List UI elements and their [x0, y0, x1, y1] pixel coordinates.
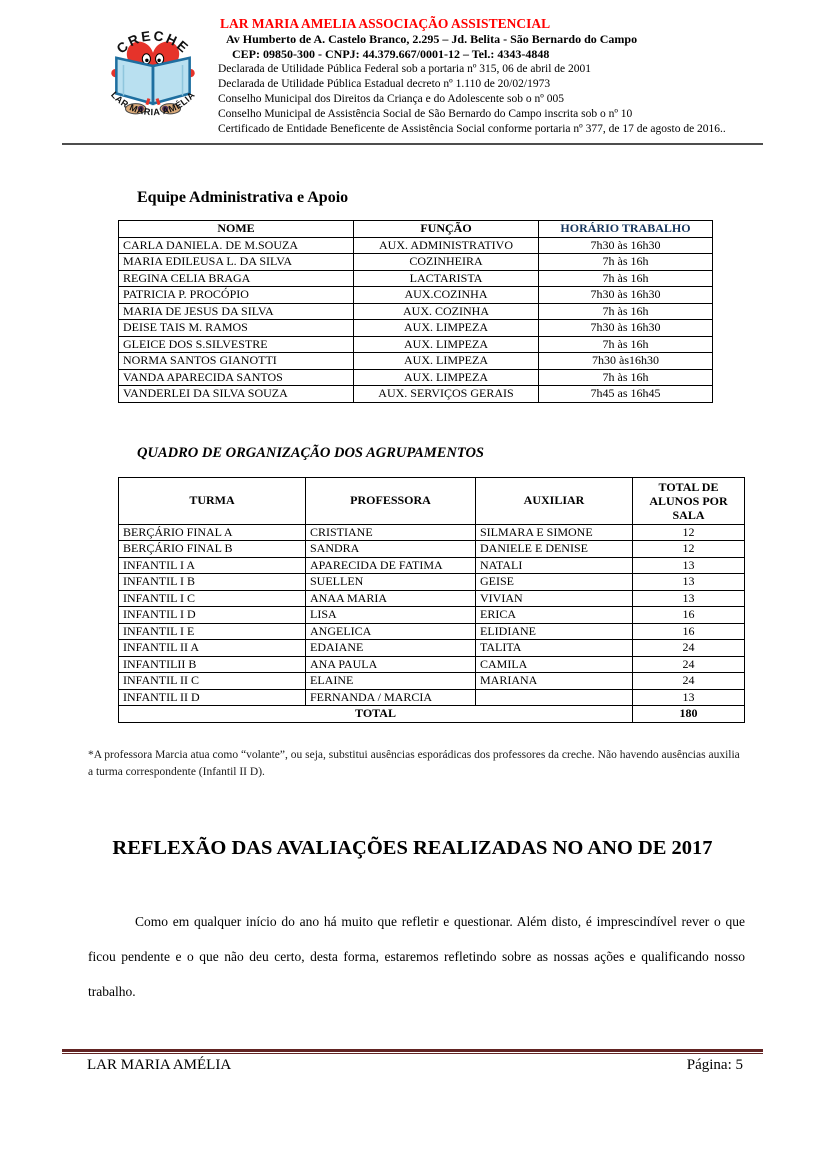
quadro-col-professora: PROFESSORA — [306, 477, 476, 524]
quadro-cell-professora: APARECIDA DE FATIMA — [306, 557, 476, 574]
equipe-cell-horario: 7h às 16h — [539, 254, 713, 271]
quadro-cell-professora: SANDRA — [306, 541, 476, 558]
quadro-cell-total: 12 — [633, 541, 745, 558]
credential-line: Certificado de Entidade Beneficente de Assistência Social conforme portaria nº 377, de 17 de agosto de 2016.. — [218, 123, 726, 135]
equipe-table-row — [119, 237, 713, 254]
quadro-cell-auxiliar: VIVIAN — [476, 590, 633, 607]
quadro-table-row — [119, 557, 745, 574]
quadro-table-row — [119, 656, 745, 673]
quadro-cell-auxiliar: MARIANA — [476, 673, 633, 690]
organization-name: LAR MARIA AMELIA ASSOCIAÇÃO ASSISTENCIAL — [220, 16, 551, 31]
quadro-cell-turma: INFANTIL I D — [119, 607, 306, 624]
quadro-cell-turma: INFANTIL I A — [119, 557, 306, 574]
page-footer — [62, 1049, 763, 1074]
section-title-quadro: QUADRO DE ORGANIZAÇÃO DOS AGRUPAMENTOS — [137, 444, 484, 461]
organization-cep-cnpj: CEP: 09850-300 - CNPJ: 44.379.667/0001-12 – Tel.: 4343-4848 — [232, 47, 550, 61]
equipe-cell-funcao: AUX. SERVIÇOS GERAIS — [354, 386, 539, 403]
equipe-cell-horario: 7h45 as 16h45 — [539, 386, 713, 403]
quadro-cell-auxiliar: TALITA — [476, 640, 633, 657]
quadro-cell-turma: INFANTIL II A — [119, 640, 306, 657]
quadro-cell-professora: ANA PAULA — [306, 656, 476, 673]
equipe-table-row — [119, 353, 713, 370]
quadro-col-turma: TURMA — [119, 477, 306, 524]
quadro-table-row — [119, 541, 745, 558]
quadro-cell-turma: INFANTIL II C — [119, 673, 306, 690]
equipe-table-row — [119, 254, 713, 271]
equipe-cell-funcao: AUX. LIMPEZA — [354, 369, 539, 386]
equipe-cell-horario: 7h às 16h — [539, 336, 713, 353]
equipe-cell-funcao: AUX. LIMPEZA — [354, 353, 539, 370]
quadro-cell-auxiliar: DANIELE E DENISE — [476, 541, 633, 558]
organization-credentials — [216, 62, 726, 137]
quadro-cell-professora: ANGELICA — [306, 623, 476, 640]
quadro-cell-auxiliar: SILMARA E SIMONE — [476, 524, 633, 541]
equipe-cell-funcao: AUX. COZINHA — [354, 303, 539, 320]
quadro-cell-auxiliar — [476, 689, 633, 706]
equipe-cell-horario: 7h às 16h — [539, 270, 713, 287]
equipe-cell-funcao: AUX. ADMINISTRATIVO — [354, 237, 539, 254]
quadro-col-total: TOTAL DE ALUNOS POR SALA — [633, 477, 745, 524]
equipe-cell-funcao: AUX. LIMPEZA — [354, 320, 539, 337]
quadro-cell-auxiliar: ELIDIANE — [476, 623, 633, 640]
letterhead — [0, 0, 825, 137]
quadro-cell-auxiliar: NATALI — [476, 557, 633, 574]
quadro-cell-turma: INFANTIL I E — [119, 623, 306, 640]
quadro-total-value: 180 — [633, 706, 745, 723]
equipe-table-row — [119, 386, 713, 403]
equipe-cell-nome: DEISE TAIS M. RAMOS — [119, 320, 354, 337]
quadro-total-row — [119, 706, 745, 723]
credential-line: Declarada de Utilidade Pública Estadual decreto nº 1.110 de 20/02/1973 — [218, 78, 551, 90]
quadro-cell-total: 16 — [633, 623, 745, 640]
quadro-cell-total: 24 — [633, 673, 745, 690]
quadro-cell-professora: ELAINE — [306, 673, 476, 690]
header-divider — [62, 143, 763, 145]
quadro-cell-auxiliar: GEISE — [476, 574, 633, 591]
quadro-table-row — [119, 640, 745, 657]
equipe-table-row — [119, 287, 713, 304]
equipe-cell-horario: 7h30 às 16h30 — [539, 320, 713, 337]
equipe-cell-nome: MARIA DE JESUS DA SILVA — [119, 303, 354, 320]
equipe-table-row — [119, 336, 713, 353]
quadro-cell-turma: INFANTIL I C — [119, 590, 306, 607]
quadro-cell-professora: CRISTIANE — [306, 524, 476, 541]
equipe-col-horario: HORÁRIO TRABALHO — [539, 221, 713, 238]
creche-logo — [96, 12, 210, 120]
quadro-cell-total: 16 — [633, 607, 745, 624]
equipe-table-row — [119, 303, 713, 320]
equipe-cell-funcao: LACTARISTA — [354, 270, 539, 287]
quadro-col-auxiliar: AUXILIAR — [476, 477, 633, 524]
equipe-cell-horario: 7h30 às 16h30 — [539, 237, 713, 254]
quadro-table-row — [119, 574, 745, 591]
quadro-cell-professora: FERNANDA / MARCIA — [306, 689, 476, 706]
quadro-table-row — [119, 590, 745, 607]
equipe-cell-horario: 7h30 às 16h30 — [539, 287, 713, 304]
logo-top-text: CRECHE — [113, 28, 193, 57]
footer-divider — [62, 1049, 763, 1054]
quadro-cell-total: 13 — [633, 557, 745, 574]
quadro-table-row — [119, 689, 745, 706]
equipe-cell-nome: CARLA DANIELA. DE M.SOUZA — [119, 237, 354, 254]
quadro-cell-turma: INFANTIL I B — [119, 574, 306, 591]
equipe-cell-nome: NORMA SANTOS GIANOTTI — [119, 353, 354, 370]
letterhead-text — [216, 12, 726, 137]
equipe-cell-horario: 7h às 16h — [539, 369, 713, 386]
quadro-cell-auxiliar: CAMILA — [476, 656, 633, 673]
section-title-equipe: Equipe Administrativa e Apoio — [137, 189, 349, 206]
quadro-table-row — [119, 673, 745, 690]
quadro-table — [118, 477, 745, 723]
open-book-icon — [111, 58, 194, 104]
quadro-cell-total: 13 — [633, 590, 745, 607]
equipe-col-funcao: FUNÇÃO — [354, 221, 539, 238]
equipe-cell-nome: VANDA APARECIDA SANTOS — [119, 369, 354, 386]
quadro-cell-total: 13 — [633, 574, 745, 591]
credential-line: Declarada de Utilidade Pública Federal sob a portaria nº 315, 06 de abril de 2001 — [218, 63, 592, 75]
quadro-table-header-row — [119, 477, 745, 524]
equipe-cell-nome: PATRICIA P. PROCÓPIO — [119, 287, 354, 304]
quadro-table-row — [119, 524, 745, 541]
quadro-total-label: TOTAL — [119, 706, 633, 723]
quadro-cell-total: 13 — [633, 689, 745, 706]
organization-address: Av Humberto de A. Castelo Branco, 2.295 – Jd. Belita - São Bernardo do Campo — [226, 32, 638, 46]
equipe-cell-nome: VANDERLEI DA SILVA SOUZA — [119, 386, 354, 403]
body-paragraph: Como em qualquer início do ano há muito que refletir e questionar. Além disto, é imprescindível rever o que ficou pendente e o que não deu certo, desta forma, estaremos refletindo sobre as nossas ações e qualificando nosso trabalho. — [88, 913, 745, 999]
equipe-cell-funcao: COZINHEIRA — [354, 254, 539, 271]
equipe-cell-horario: 7h30 às16h30 — [539, 353, 713, 370]
credential-line: Conselho Municipal dos Direitos da Criança e do Adolescente sob o nº 005 — [218, 93, 564, 105]
quadro-table-row — [119, 607, 745, 624]
quadro-cell-professora: EDAIANE — [306, 640, 476, 657]
quadro-cell-turma: INFANTILII B — [119, 656, 306, 673]
equipe-table-row — [119, 369, 713, 386]
quadro-cell-professora: SUELLEN — [306, 574, 476, 591]
equipe-table-header-row — [119, 221, 713, 238]
quadro-cell-professora: LISA — [306, 607, 476, 624]
equipe-cell-nome: GLEICE DOS S.SILVESTRE — [119, 336, 354, 353]
footer-org-name: LAR MARIA AMÉLIA — [87, 1057, 232, 1073]
main-heading: REFLEXÃO DAS AVALIAÇÕES REALIZADAS NO ANO DE 2017 — [112, 836, 713, 859]
footer-page-number: Página: 5 — [686, 1057, 743, 1073]
logo-bottom-text: LAR MARIA AMÉLIA — [109, 89, 197, 118]
equipe-cell-horario: 7h às 16h — [539, 303, 713, 320]
credential-line: Conselho Municipal de Assistência Social de São Bernardo do Campo inscrita sob o nº 10 — [218, 108, 633, 120]
equipe-cell-funcao: AUX.COZINHA — [354, 287, 539, 304]
equipe-cell-nome: REGINA CELIA BRAGA — [119, 270, 354, 287]
equipe-table-row — [119, 270, 713, 287]
quadro-cell-turma: INFANTIL II D — [119, 689, 306, 706]
quadro-cell-total: 24 — [633, 640, 745, 657]
quadro-cell-turma: BERÇÁRIO FINAL B — [119, 541, 306, 558]
footnote-volante: *A professora Marcia atua como “volante”, ou seja, substitui ausências esporádicas dos professores da creche. Não havendo ausências auxilia a turma correspondente (Infantil II D). — [88, 748, 740, 778]
quadro-cell-total: 12 — [633, 524, 745, 541]
quadro-cell-professora: ANAA MARIA — [306, 590, 476, 607]
equipe-table-row — [119, 320, 713, 337]
equipe-cell-nome: MARIA EDILEUSA L. DA SILVA — [119, 254, 354, 271]
equipe-col-nome: NOME — [119, 221, 354, 238]
quadro-cell-total: 24 — [633, 656, 745, 673]
equipe-table — [118, 220, 713, 403]
quadro-cell-auxiliar: ERICA — [476, 607, 633, 624]
equipe-cell-funcao: AUX. LIMPEZA — [354, 336, 539, 353]
quadro-table-row — [119, 623, 745, 640]
svg-text:CRECHE — [114, 28, 192, 56]
quadro-cell-turma: BERÇÁRIO FINAL A — [119, 524, 306, 541]
